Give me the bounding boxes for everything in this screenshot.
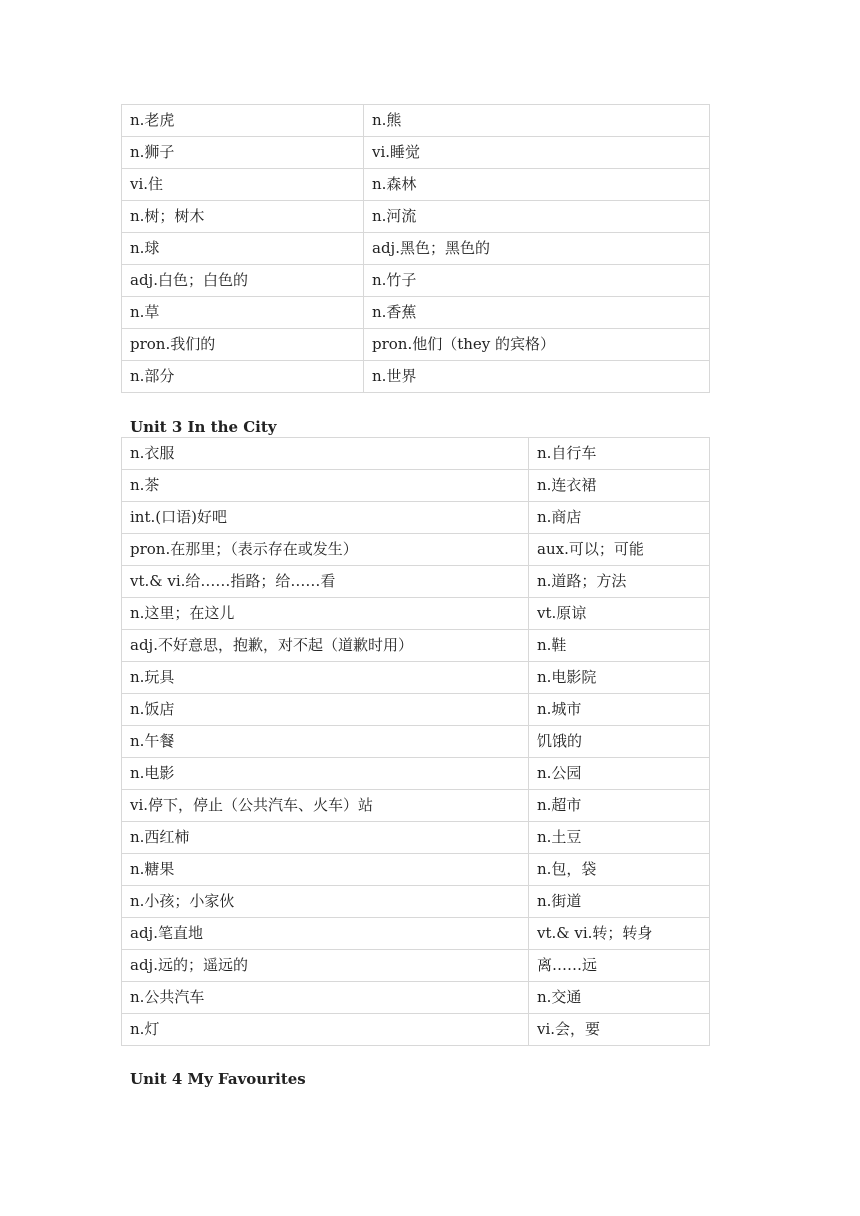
table-cell: n.小孩；小家伙 (122, 886, 529, 918)
table-cell: n.部分 (122, 361, 364, 393)
table-cell: pron.我们的 (122, 329, 364, 361)
table-cell: n.熊 (364, 105, 710, 137)
table-cell: adj.远的；遥远的 (122, 950, 529, 982)
table-cell: n.土豆 (529, 822, 710, 854)
table-row (122, 233, 710, 265)
table-cell: n.灯 (122, 1014, 529, 1046)
table-cell: adj.不好意思，抱歉，对不起（道歉时用） (122, 630, 529, 662)
unit3-vocab-table (121, 437, 710, 1046)
table-cell: 离……远 (529, 950, 710, 982)
table-cell: n.自行车 (529, 438, 710, 470)
table-row (122, 502, 710, 534)
table-row (122, 137, 710, 169)
unit2-table-body (122, 105, 710, 393)
table-cell: aux.可以；可能 (529, 534, 710, 566)
table-cell: vi.睡觉 (364, 137, 710, 169)
table-cell: int.(口语)好吧 (122, 502, 529, 534)
table-cell: n.狮子 (122, 137, 364, 169)
table-cell: n.交通 (529, 982, 710, 1014)
table-cell: 饥饿的 (529, 726, 710, 758)
table-cell: n.电影院 (529, 662, 710, 694)
table-cell: n.饭店 (122, 694, 529, 726)
table-cell: adj.黑色；黑色的 (364, 233, 710, 265)
table-cell: n.公共汽车 (122, 982, 529, 1014)
table-row (122, 790, 710, 822)
table-row (122, 662, 710, 694)
table-cell: pron.他们（they 的宾格） (364, 329, 710, 361)
table-cell: n.道路；方法 (529, 566, 710, 598)
table-cell: n.街道 (529, 886, 710, 918)
table-row (122, 566, 710, 598)
table-cell: n.竹子 (364, 265, 710, 297)
table-cell: vi.会，要 (529, 1014, 710, 1046)
table-row (122, 329, 710, 361)
unit2-vocab-table (121, 104, 710, 393)
table-cell: n.电影 (122, 758, 529, 790)
table-cell: n.老虎 (122, 105, 364, 137)
table-cell: n.公园 (529, 758, 710, 790)
table-cell: n.河流 (364, 201, 710, 233)
table-cell: adj.笔直地 (122, 918, 529, 950)
table-cell: n.超市 (529, 790, 710, 822)
unit3-table-body (122, 438, 710, 1046)
table-row (122, 854, 710, 886)
table-row (122, 1014, 710, 1046)
table-row (122, 169, 710, 201)
table-cell: n.世界 (364, 361, 710, 393)
table-cell: vt.原谅 (529, 598, 710, 630)
table-cell: n.这里；在这儿 (122, 598, 529, 630)
table-cell: n.包，袋 (529, 854, 710, 886)
table-cell: n.西红柿 (122, 822, 529, 854)
table-row (122, 265, 710, 297)
table-cell: n.衣服 (122, 438, 529, 470)
table-cell: n.香蕉 (364, 297, 710, 329)
table-cell: n.城市 (529, 694, 710, 726)
table-cell: vt.& vi.转；转身 (529, 918, 710, 950)
table-row (122, 950, 710, 982)
unit3-heading: Unit 3 In the City (130, 418, 277, 436)
table-cell: vt.& vi.给……指路；给……看 (122, 566, 529, 598)
table-row (122, 726, 710, 758)
table-cell: n.草 (122, 297, 364, 329)
table-row (122, 822, 710, 854)
table-cell: n.鞋 (529, 630, 710, 662)
table-row (122, 694, 710, 726)
table-row (122, 297, 710, 329)
table-cell: n.茶 (122, 470, 529, 502)
unit4-heading: Unit 4 My Favourites (130, 1070, 306, 1088)
table-cell: n.商店 (529, 502, 710, 534)
table-row (122, 886, 710, 918)
table-cell: n.球 (122, 233, 364, 265)
table-cell: vi.停下，停止（公共汽车、火车）站 (122, 790, 529, 822)
table-row (122, 534, 710, 566)
table-row (122, 201, 710, 233)
table-cell: adj.白色；白色的 (122, 265, 364, 297)
table-cell: n.连衣裙 (529, 470, 710, 502)
table-cell: n.玩具 (122, 662, 529, 694)
table-cell: vi.住 (122, 169, 364, 201)
table-row (122, 470, 710, 502)
table-cell: n.午餐 (122, 726, 529, 758)
table-row (122, 438, 710, 470)
table-row (122, 598, 710, 630)
table-cell: n.森林 (364, 169, 710, 201)
table-row (122, 105, 710, 137)
table-cell: pron.在那里；（表示存在或发生） (122, 534, 529, 566)
table-cell: n.糖果 (122, 854, 529, 886)
table-row (122, 361, 710, 393)
table-row (122, 630, 710, 662)
table-row (122, 982, 710, 1014)
table-cell: n.树；树木 (122, 201, 364, 233)
table-row (122, 918, 710, 950)
table-row (122, 758, 710, 790)
